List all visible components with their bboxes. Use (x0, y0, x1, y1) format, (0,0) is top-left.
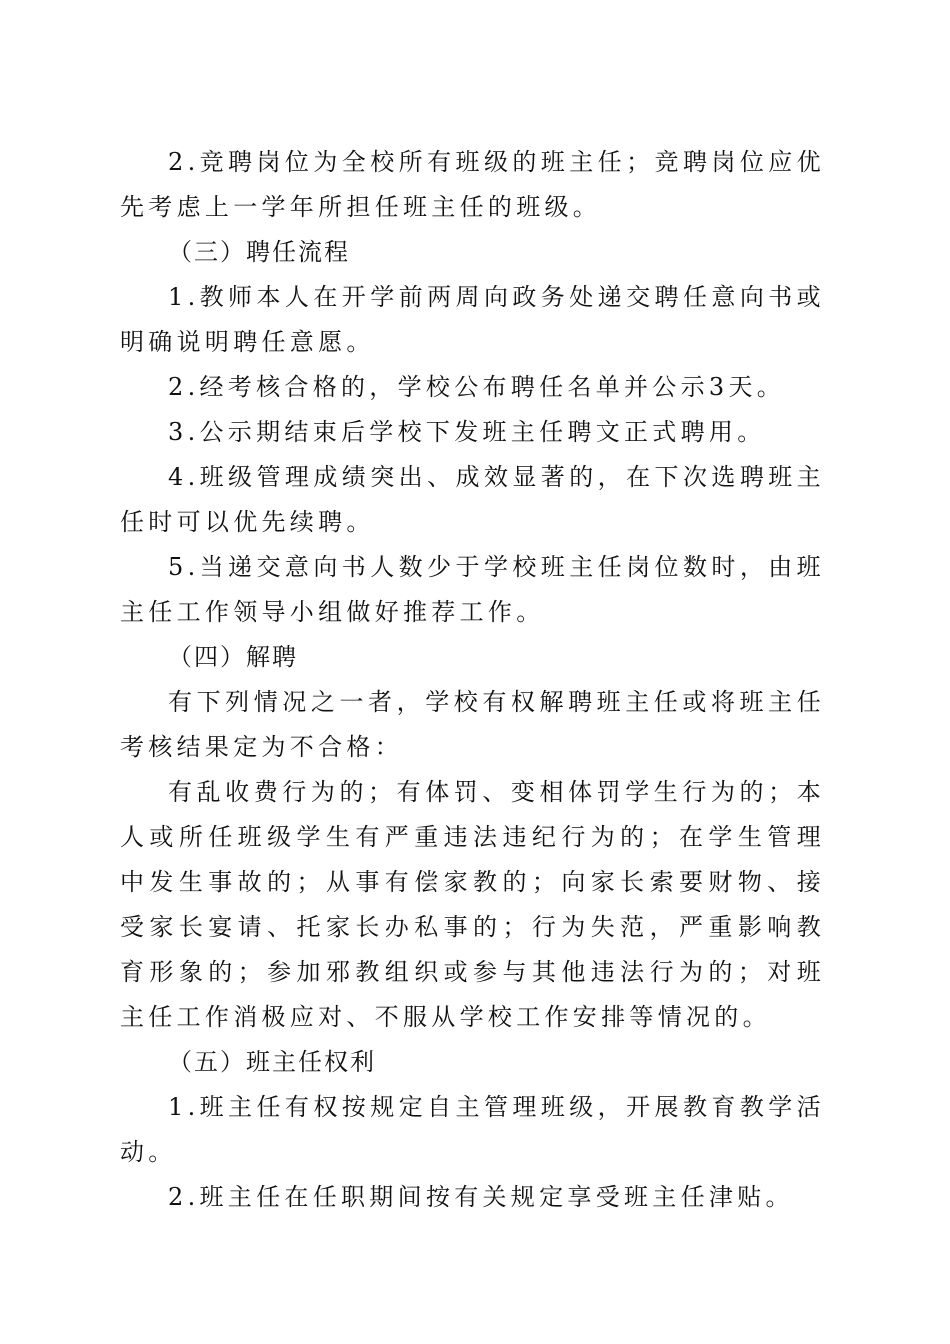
paragraph-process-step-3: 3.公示期结束后学校下发班主任聘文正式聘用。 (168, 418, 766, 446)
paragraph-process-step-2: 2.经考核合格的，学校公布聘任名单并公示3天。 (168, 373, 786, 401)
paragraph-process-step-1: 1.教师本人在开学前两周向政务处递交聘任意向书或明确说明聘任意愿。 (120, 283, 825, 356)
section-heading-dismissal: （四）解聘 (168, 643, 298, 671)
section-heading-appointment-process: （三）聘任流程 (168, 238, 350, 266)
document-page (120, 140, 825, 1220)
paragraph-dismissal-intro: 有下列情况之一者，学校有权解聘班主任或将班主任考核结果定为不合格： (120, 688, 825, 761)
paragraph-process-step-4: 4.班级管理成绩突出、成效显著的，在下次选聘班主任时可以优先续聘。 (120, 463, 825, 536)
section-heading-teacher-rights: （五）班主任权利 (168, 1048, 376, 1076)
paragraph-process-step-5: 5.当递交意向书人数少于学校班主任岗位数时，由班主任工作领导小组做好推荐工作。 (120, 553, 825, 626)
paragraph-dismissal-conditions: 有乱收费行为的；有体罚、变相体罚学生行为的；本人或所任班级学生有严重违法违纪行为的；在学生管理中发生事故的；从事有偿家教的；向家长索要财物、接受家长宴请、托家长办私事的；行为失范，严重影响教育形象的；参加邪教组织或参与其他违法行为的；对班主任工作消极应对、不服从学校工作安排等情况的。 (120, 778, 825, 1031)
paragraph-rights-2: 2.班主任在任职期间按有关规定享受班主任津贴。 (168, 1183, 794, 1211)
paragraph-rights-1: 1.班主任有权按规定自主管理班级，开展教育教学活动。 (120, 1093, 825, 1166)
paragraph-position-scope: 2.竞聘岗位为全校所有班级的班主任；竞聘岗位应优先考虑上一学年所担任班主任的班级。 (120, 148, 825, 221)
